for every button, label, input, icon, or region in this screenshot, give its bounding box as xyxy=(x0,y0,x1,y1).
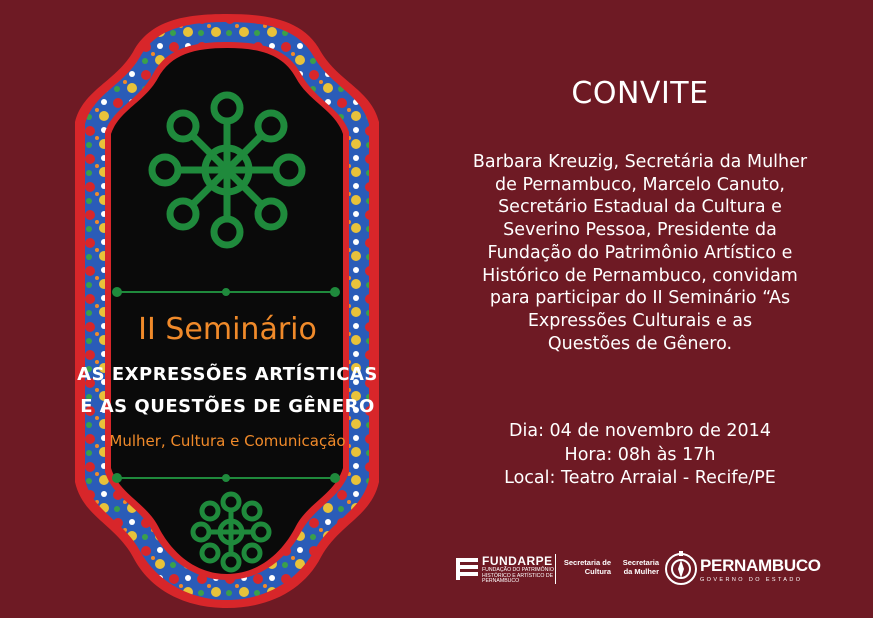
invite-body-line: Questões de Gênero. xyxy=(547,333,733,354)
event-date: Dia: 04 de novembro de 2014 xyxy=(509,421,771,441)
logo-divider xyxy=(555,554,556,584)
fundarpe-subtitle: FUNDAÇÃO DO PATRIMÔNIO HISTÓRICO E ARTÍSTICO DE PERNAMBUCO xyxy=(482,567,554,585)
sec-mulher-line2: da Mulher xyxy=(623,567,659,576)
event-details xyxy=(440,420,840,491)
knot-ornament-icon xyxy=(152,95,302,245)
invite-body-line: de Pernambuco, Marcelo Canuto, xyxy=(495,174,785,195)
fundarpe-name: FUNDARPE xyxy=(482,554,553,568)
invite-body-line: Barbara Kreuzig, Secretária da Mulher xyxy=(472,152,808,172)
event-time: Hora: 08h às 17h xyxy=(564,444,716,465)
sponsor-logos xyxy=(455,548,821,590)
sec-mulher-line1: Secretaria xyxy=(622,558,659,567)
seminar-title: II Seminário xyxy=(138,312,317,347)
invite-body xyxy=(440,151,840,355)
invite-body-line: Histórico de Pernambuco, convidam xyxy=(482,265,798,286)
event-location: Local: Teatro Arraial - Recife/PE xyxy=(504,468,776,488)
invite-body-line: Severino Pessoa, Presidente da xyxy=(503,220,777,241)
invite-body-line: Expressões Culturais e as xyxy=(527,310,753,331)
fundarpe-logo-icon xyxy=(455,556,479,582)
sec-cultura xyxy=(559,558,611,576)
invite-body-line: Fundação do Patrimônio Artístico e xyxy=(487,242,793,263)
pernambuco-coat-of-arms-icon xyxy=(664,550,698,588)
invite-heading: CONVITE xyxy=(571,76,709,111)
sec-mulher xyxy=(615,558,659,576)
state-subtitle: GOVERNO DO ESTADO xyxy=(700,577,803,583)
seminar-subtitle-line2: E AS QUESTÕES DE GÊNERO xyxy=(80,396,375,417)
invite-body-line: para participar do II Seminário “As xyxy=(489,288,791,309)
seminar-tagline: Mulher, Cultura e Comunicação xyxy=(109,432,346,450)
sec-cultura-line1: Secretaria de xyxy=(563,558,611,567)
invite-body-line: Secretário Estadual da Cultura e xyxy=(498,197,782,218)
state-name: PERNAMBUCO xyxy=(700,556,821,575)
seminar-subtitle-line1: AS EXPRESSÕES ARTÍSTICAS xyxy=(77,364,378,385)
sec-cultura-line2: Cultura xyxy=(584,567,611,576)
seminar-card xyxy=(55,12,400,612)
